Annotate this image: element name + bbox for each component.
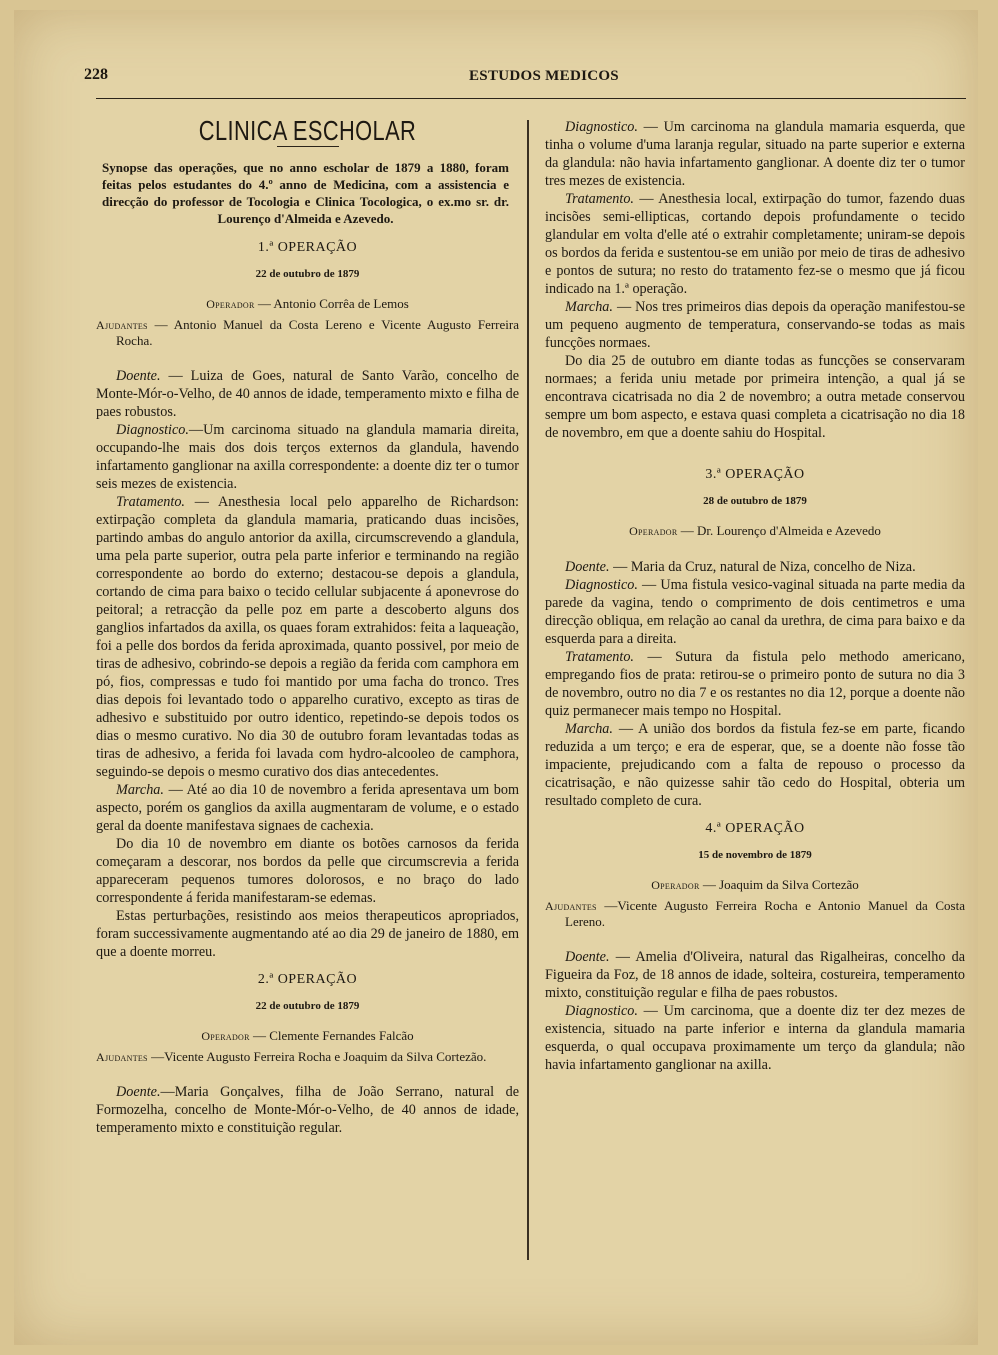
op2-doente-text: —Maria Gonçalves, filha de João Serrano, natural de Formozelha, concelho de Monte-Mór-o-Velho, de 40 annos de idade, temperamento mixto e constituição regular.	[96, 1084, 519, 1136]
op3-marcha	[545, 720, 965, 810]
op1-doente-text: — Luiza de Goes, natural de Santo Varão, concelho de Monte-Mór-o-Velho, de 40 annos de idade, temperamento mixto e filha de paes robustos.	[96, 368, 519, 420]
op2-diagnostico-label: Diagnostico.	[565, 119, 638, 135]
running-title: ESTUDOS MEDICOS	[469, 68, 619, 84]
op3-operador-name: — Dr. Lourenço d'Almeida e Azevedo	[677, 523, 881, 538]
op2-operador-name: — Clemente Fernandes Falcão	[249, 1028, 414, 1043]
op3-diagnostico-label: Diagnostico.	[565, 577, 638, 593]
op4-doente-text: — Amelia d'Oliveira, natural das Rigalheiras, concelho da Figueira da Foz, de 18 annos de idade, solteira, costureira, temperamento mixto, constituição regular e filha de paes robustos.	[545, 949, 965, 1001]
op2-operador	[96, 1027, 519, 1045]
op4-ajudantes-names: —Vicente Augusto Ferreira Rocha e Antonio Manuel da Costa Lereno.	[565, 898, 965, 929]
op3-operador-label: Operador	[629, 524, 678, 538]
section-title: CLINICA ESCHOLAR	[198, 115, 417, 146]
op2-date: 22 de outubro de 1879	[255, 1000, 360, 1012]
op2-paragraph-1: Do dia 25 de outubro em diante todas as funcções se conservaram normaes; a ferida uniu metade por primeira intenção, a qual já se encontrava cicatrisada no dia 2 de novembro; a outra metade conservou sempre um bom aspecto, e estava quasi completa a cicatrisação no dia 18 de novembro, em que a doente sahiu do Hospital.	[545, 353, 965, 441]
header-rule	[96, 98, 966, 99]
op1-tratamento-text: — Anesthesia local pelo apparelho de Richardson: extirpação completa da glandula mamaria, praticando duas incisões, partindo ambas do angulo antorior da axilla, circumscrevendo a glandula, uma pela parte superior, outra pela parte inferior e terminando na região correspondente ao bordo do externo; destacou-se depois a glandula, cortando de cima para baixo o tecido cellular subjacente á aponevrose do peitoral; a retracção da pelle poz em parte a descoberto alguns dos ganglios infartados da axilla, os quaes foram extrahidos: feita a laqueação, foi a pelle dos bordos da ferida aproximada, quanto possivel, por meio de tiras de adhesivo, cobrindo-se depois a região da ferida com camphora em pó, fios, compressas e tudo foi mantido por uma facha do tronco. Tres dias depois foi levantado todo o apparelho curativo, excepto as tiras de adhesivo e substituido por outro identico, repetindo-se depois todos os dias o mesmo curativo. No dia 30 de outubro foram levantadas todas as tiras de adhesivo, a ferida foi lavada com hydro-alcooleo de camphora, seguindo-se depois o mesmo curativo dos dias antecedentes.	[96, 494, 519, 780]
op2-ajudantes-names: —Vicente Augusto Ferreira Rocha e Joaquim da Silva Cortezão.	[147, 1049, 487, 1064]
op1-operador-label: Operador	[206, 297, 255, 311]
op2-marcha	[545, 298, 965, 352]
op4-heading: 4.ª OPERAÇÃO	[705, 821, 805, 836]
op4-ajudantes-label: Ajudantes	[545, 899, 597, 913]
op4-operador-label: Operador	[651, 878, 700, 892]
op2-heading: 2.ª OPERAÇÃO	[257, 972, 358, 987]
op1-marcha-text: — Até ao dia 10 de novembro a ferida apresentava um bom aspecto, porém os ganglios da axilla augmentaram de volume, e o estado geral da doente manifestava signaes de cachexia.	[96, 782, 519, 834]
op3-heading: 3.ª OPERAÇÃO	[705, 467, 805, 482]
op1-tratamento	[96, 493, 519, 781]
op1-ajudantes	[96, 317, 519, 349]
op1-marcha	[96, 781, 519, 835]
op4-operador-name: — Joaquim da Silva Cortezão	[699, 877, 859, 892]
op2-tratamento-label: Tratamento.	[565, 191, 634, 207]
op1-ajudantes-names: — Antonio Manuel da Costa Lereno e Vicente Augusto Ferreira Rocha.	[116, 317, 519, 348]
synopsis: Synopse das operações, que no anno escholar de 1879 a 1880, foram feitas pelos estudantes do 4.º anno de Medicina, com a assistencia e direcção do professor de Tocologia e Clinica Tocologica, o ex.mo sr. dr. Lourenço d'Almeida e Azevedo.	[102, 160, 509, 226]
op3-tratamento-text: — Sutura da fistula pelo methodo americano, empregando fios de prata: retirou-se o primeiro ponto de sutura no dia 3 de novembro, outro no dia 7 e os restantes no dia 12, porque a doente não quiz permanecer mais tempo no Hospital.	[545, 649, 965, 719]
op3-tratamento	[545, 648, 965, 720]
op1-tratamento-label: Tratamento.	[116, 494, 185, 510]
op1-diagnostico-text: —Um carcinoma situado na glandula mamaria direita, occupando-lhe mais dos dois terços externos da glandula, havendo infartamento ganglionar na axilla correspondente: a doente diz ter o tumor seis mezes de existencia.	[96, 422, 519, 492]
op4-diagnostico-label: Diagnostico.	[565, 1003, 638, 1019]
op3-tratamento-label: Tratamento.	[565, 649, 634, 665]
op2-ajudantes	[96, 1049, 519, 1065]
op1-doente	[96, 367, 519, 421]
op1-date: 22 de outubro de 1879	[255, 268, 360, 280]
op2-tratamento	[545, 190, 965, 298]
op2-marcha-text: — Nos tres primeiros dias depois da operação manifestou-se um pequeno augmento de temperatura, conservando-se todas as mais funcções normaes.	[545, 299, 965, 351]
op2-diagnostico-text: — Um carcinoma na glandula mamaria esquerda, que tinha o volume d'uma laranja regular, situado na parte superior e externa da glandula: não havia infartamento ganglionar. A doente diz ter o tumor tres mezes de existencia.	[545, 119, 965, 189]
op3-marcha-text: — A união dos bordos da fistula fez-se em parte, ficando reduzida a um terço; e era de esperar, que, se a doente não fosse tão impaciente, prejudicando com a falta de repouso o processo da cicatrisação, e não quizesse sahir tão cedo do Hospital, obteria um resultado completo de cura.	[545, 721, 965, 809]
op2-diagnostico	[545, 118, 965, 190]
op3-operador	[545, 522, 965, 540]
op3-doente	[545, 558, 965, 576]
right-column	[545, 118, 965, 1074]
op2-operador-label: Operador	[201, 1029, 250, 1043]
op3-marcha-label: Marcha.	[565, 721, 613, 737]
op1-heading: 1.ª OPERAÇÃO	[257, 240, 358, 255]
op4-ajudantes	[545, 898, 965, 930]
title-rule	[277, 146, 339, 147]
op4-doente	[545, 948, 965, 1002]
op1-diagnostico-label: Diagnostico.	[116, 422, 189, 438]
op1-operador	[96, 295, 519, 313]
op1-doente-label: Doente.	[116, 368, 161, 384]
op3-diagnostico	[545, 576, 965, 648]
op1-ajudantes-label: Ajudantes	[96, 318, 148, 332]
op1-paragraph-1: Do dia 10 de novembro em diante os botões carnosos da ferida começaram a descorar, nos bordos da pelle que circumscrevia a ferida appareceram pequenos tumores dolorosos, e no braço do lado correspondente á ferida manifestaram-se edemas.	[96, 836, 519, 906]
op4-diagnostico	[545, 1002, 965, 1074]
column-divider	[527, 120, 529, 1260]
op1-marcha-label: Marcha.	[116, 782, 164, 798]
op2-ajudantes-label: Ajudantes	[96, 1050, 148, 1064]
op2-tratamento-text: — Anesthesia local, extirpação do tumor, fazendo duas incisões semi-ellipticas, cortando depois profundamente o tecido glandular em volta d'elle até o extrahir completamente; uniram-se depois os bordos da ferida e sustentou-se em união por meio de tiras de adhesivo e pontos de sutura; no resto do tratamento fez-se o mesmo que já ficou indicado na 1.ª operação.	[545, 191, 965, 297]
op1-diagnostico	[96, 421, 519, 493]
page-number: 228	[84, 66, 108, 83]
op4-operador	[545, 876, 965, 894]
op4-doente-label: Doente.	[565, 949, 610, 965]
op3-diagnostico-text: — Uma fistula vesico-vaginal situada na parte media da parede da vagina, tendo o comprimento de dois centimetros e uma direcção obliqua, em relação ao canal da urethra, de cima para baixo e da esquerda para a direita.	[545, 577, 965, 647]
op4-diagnostico-text: — Um carcinoma, que a doente diz ter dez mezes de existencia, situado na parte inferior e interna da glandula mamaria esquerda, o qual occupava proximamente um terço da glandula; não havia infartamento ganglionar na axilla.	[545, 1003, 965, 1073]
op2-marcha-label: Marcha.	[565, 299, 613, 315]
op1-paragraph-2: Estas perturbações, resistindo aos meios therapeuticos apropriados, foram successivamente augmentando até ao dia 29 de janeiro de 1880, em que a doente morreu.	[96, 908, 519, 960]
op4-date: 15 de novembro de 1879	[698, 849, 812, 861]
op2-doente-label: Doente.	[116, 1084, 161, 1100]
op3-doente-text: — Maria da Cruz, natural de Niza, concelho de Niza.	[609, 559, 916, 575]
op3-date: 28 de outubro de 1879	[703, 495, 807, 507]
op2-doente	[96, 1083, 519, 1137]
op1-operador-name: — Antonio Corrêa de Lemos	[257, 296, 409, 311]
spacer	[545, 442, 965, 456]
page-header	[84, 58, 964, 86]
left-column	[96, 115, 519, 1137]
op3-doente-label: Doente.	[565, 559, 610, 575]
